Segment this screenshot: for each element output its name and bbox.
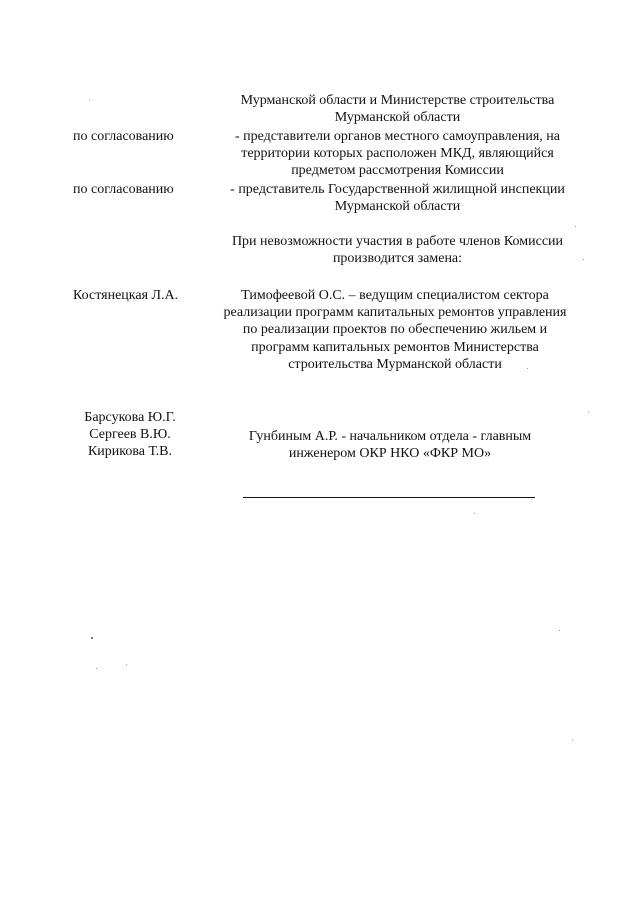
row1-line2: Мурманской области [334, 110, 461, 125]
row3-line1: - представитель Государственной жилищной инспекции [230, 182, 565, 197]
scan-dot [91, 637, 93, 639]
scan-speck [474, 513, 475, 514]
row5-line2: реализации программ капитальных ремонтов управления [223, 305, 567, 320]
scan-speck [126, 664, 127, 665]
scan-speck [572, 740, 573, 741]
row3-left-label: по согласованию [73, 182, 174, 197]
row4-line1: При невозможности участия в работе членов Комиссии [231, 234, 564, 249]
scan-speck [583, 259, 584, 260]
scan-speck [96, 668, 97, 669]
horizontal-rule [243, 497, 535, 498]
row2-line3: предметом рассмотрения Комиссии [291, 163, 504, 178]
row2-line1: - представители органов местного самоуправления, на [234, 129, 561, 144]
row4-line2: производится замена: [332, 251, 463, 266]
scan-speck [559, 630, 560, 631]
scan-speck [89, 100, 90, 101]
row5-line1: Тимофеевой О.С. – ведущим специалистом сектора [241, 288, 549, 303]
row2-left-label: по согласованию [73, 129, 174, 144]
row1-line1: Мурманской области и Министерстве строительства [240, 93, 555, 108]
row2-line2: территории которых расположен МКД, являющийся [241, 146, 554, 161]
row6-line1: Гунбиным А.Р. - начальником отдела - главным [248, 429, 532, 444]
row6-left-name1: Барсукова Ю.Г. [84, 410, 176, 425]
row5-line5: строительства Мурманской области [288, 357, 502, 372]
scan-speck [588, 412, 589, 413]
row5-line3: по реализации проектов по обеспечению жильем и [242, 322, 548, 337]
row5-left-name: Костянецкая Л.А. [73, 288, 179, 303]
scan-speck [527, 368, 528, 369]
row6-left-name2: Сергеев В.Ю. [89, 427, 171, 442]
scan-speck [575, 226, 576, 227]
row6-left-name3: Кирикова Т.В. [87, 444, 173, 459]
row3-line2: Мурманской области [334, 199, 461, 214]
row5-line4: программ капитальных ремонтов Министерства [251, 340, 539, 355]
row6-line2: инженером ОКР НКО «ФКР МО» [288, 446, 492, 461]
